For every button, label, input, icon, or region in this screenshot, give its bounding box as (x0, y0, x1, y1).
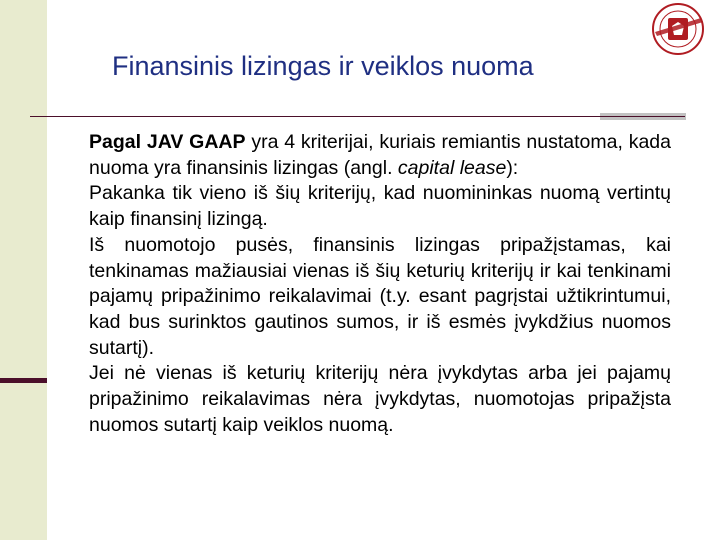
title-rule (30, 116, 685, 117)
paragraph-text: ): (506, 156, 519, 179)
slide-body (89, 130, 671, 438)
university-seal-icon (645, 2, 711, 56)
paragraph-lessor: Iš nuomotojo pusės, finansinis lizingas pripažįstamas, kai tenkinamas mažiausiai vienas iš šių keturių kriterijų ir kai tenkinami pajamų pripažinimo reikalavimai (t.y. esant pagrįstai užtikrintumui, kad bus surinktos gautinos sumos, ir iš esmės įvykdžius nuomos sutartį). (89, 233, 671, 359)
side-bar (0, 0, 47, 540)
paragraph-criteria (89, 130, 671, 181)
side-accent-bar (0, 378, 47, 383)
paragraph-operating-lease: Jei nė vienas iš keturių kriterijų nėra įvykdytas arba jei pajamų pripažinimo reikalavimas nėra įvykdytas, nuomotojas pripažįsta nuomos sutartį kaip veiklos nuomą. (89, 362, 671, 436)
university-logo (645, 2, 711, 56)
capital-lease-term: capital lease (397, 156, 507, 179)
gaap-lead: Pagal JAV GAAP (89, 131, 246, 153)
paragraph-text: yra 4 kriterijai, kuriais remiantis nustatoma, kada nuoma yra finansinis lizingas (angl. (89, 131, 671, 179)
slide-title: Finansinis lizingas ir veiklos nuoma (112, 51, 534, 81)
paragraph-lessee: Pakanka tik vieno iš šių kriterijų, kad nuomininkas nuomą vertintų kaip finansinį lizingą. (89, 182, 671, 231)
